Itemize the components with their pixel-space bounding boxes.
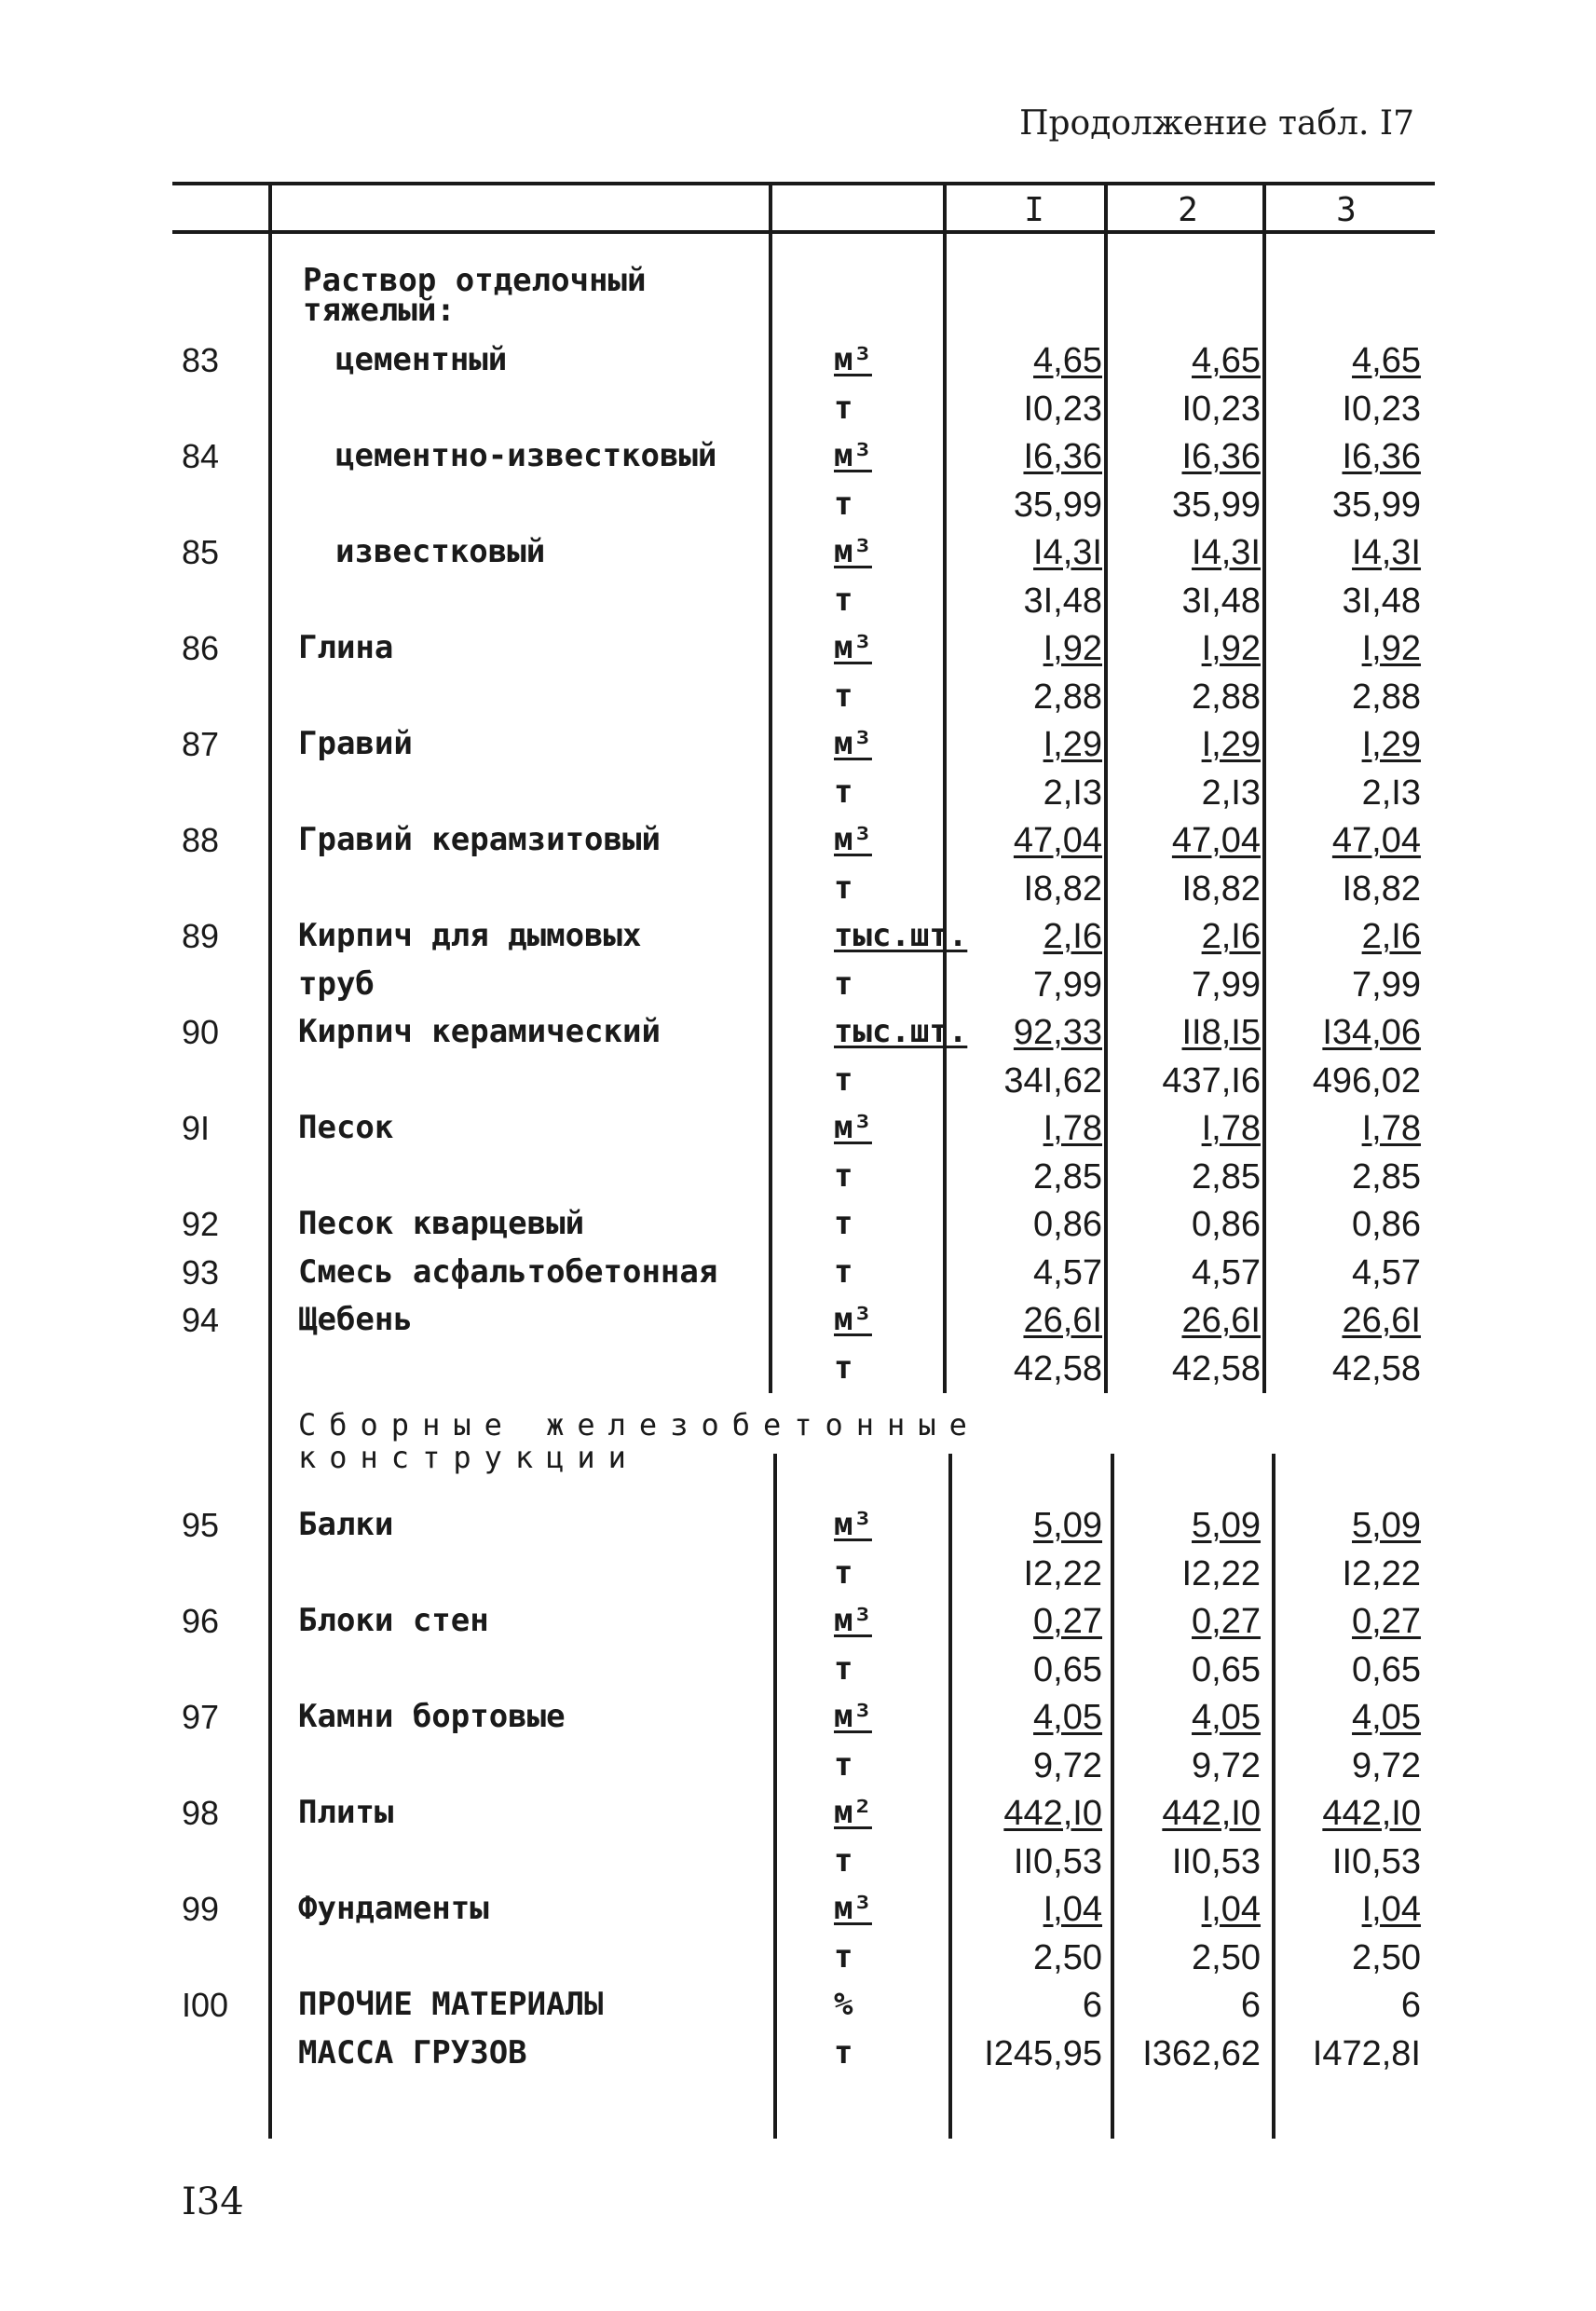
row-number: 88 <box>182 821 220 859</box>
table-row <box>0 576 1596 624</box>
table-row <box>0 1056 1596 1104</box>
row-number: 90 <box>182 1013 220 1051</box>
value-col-3: 442,I0 <box>1322 1794 1421 1833</box>
value-col-2: 35,99 <box>1171 485 1261 525</box>
value-col-2: I8,82 <box>1181 868 1261 909</box>
unit-cell: т <box>834 1937 853 1976</box>
unit-cell: т <box>834 485 853 523</box>
value-col-3: 2,85 <box>1352 1156 1421 1197</box>
unit-cell: тыс.шт. <box>834 917 968 954</box>
unit-cell: м³ <box>834 1506 872 1543</box>
value-col-1: II0,53 <box>1013 1841 1102 1881</box>
row-number: 85 <box>182 533 220 571</box>
material-name: Кирпич керамический <box>298 1013 661 1050</box>
value-col-3: 42,58 <box>1331 1348 1421 1388</box>
value-col-3: 5,09 <box>1352 1506 1421 1545</box>
row-number: 86 <box>182 629 220 667</box>
value-col-3: 496,02 <box>1312 1060 1421 1101</box>
material-name: известковый <box>335 533 546 570</box>
value-col-2: I362,62 <box>1142 2033 1261 2073</box>
value-col-2: I,04 <box>1201 1890 1261 1929</box>
value-col-3: 3I,48 <box>1342 581 1421 621</box>
value-col-2: 42,58 <box>1171 1348 1261 1388</box>
value-col-3: I4,3I <box>1352 533 1421 572</box>
value-col-3: 7,99 <box>1352 964 1421 1005</box>
unit-cell: м³ <box>834 1890 872 1927</box>
material-name: цементно-известковый <box>335 437 717 474</box>
value-col-2: I,78 <box>1201 1109 1261 1148</box>
material-name: Смесь асфальтобетонная <box>298 1252 718 1291</box>
value-col-3: I2,22 <box>1342 1553 1421 1593</box>
row-number: 96 <box>182 1602 220 1640</box>
value-col-1: 2,50 <box>1033 1937 1102 1977</box>
unit-cell: т <box>834 581 853 619</box>
group-title: Раствор отделочный тяжелый: <box>303 262 647 329</box>
table-row <box>0 1103 1596 1152</box>
value-col-3: I6,36 <box>1342 437 1421 476</box>
unit-cell: м² <box>834 1794 872 1831</box>
material-name: Гравий <box>298 725 413 762</box>
table-row <box>0 1549 1596 1597</box>
row-number: 92 <box>182 1205 220 1243</box>
table-row <box>0 768 1596 816</box>
value-col-1: 0,27 <box>1033 1602 1102 1641</box>
value-col-1: 442,I0 <box>1003 1794 1102 1833</box>
value-col-1: 34I,62 <box>1003 1060 1102 1101</box>
value-col-2: 4,05 <box>1192 1698 1261 1737</box>
table-row <box>0 864 1596 912</box>
table-row <box>0 672 1596 720</box>
value-col-3: I34,06 <box>1322 1013 1421 1052</box>
value-col-3: II0,53 <box>1331 1841 1421 1881</box>
value-col-3: I,04 <box>1361 1890 1421 1929</box>
material-name: ПРОЧИЕ МАТЕРИАЛЫ <box>298 1986 604 2023</box>
unit-cell: т <box>834 1745 853 1784</box>
unit-cell: т <box>834 1156 853 1195</box>
value-col-1: 35,99 <box>1013 485 1102 525</box>
value-col-2: 0,65 <box>1192 1649 1261 1689</box>
value-col-3: 35,99 <box>1331 485 1421 525</box>
unit-cell: т <box>834 1060 853 1099</box>
value-col-2: 0,27 <box>1192 1602 1261 1641</box>
table-row <box>0 1344 1596 1392</box>
table-row <box>0 960 1596 1008</box>
value-col-2: 442,I0 <box>1162 1794 1261 1833</box>
value-col-2: I6,36 <box>1181 437 1261 476</box>
row-number: 99 <box>182 1890 220 1928</box>
value-col-1: I,29 <box>1043 725 1102 764</box>
value-col-3: 2,88 <box>1352 677 1421 717</box>
table-row <box>0 384 1596 432</box>
value-col-2: II0,53 <box>1171 1841 1261 1881</box>
value-col-2: I2,22 <box>1181 1553 1261 1593</box>
value-col-3: 26,6I <box>1342 1301 1421 1340</box>
material-name: Фундаменты <box>298 1890 489 1927</box>
value-col-1: I0,23 <box>1023 389 1102 429</box>
section-heading-line2: конструкции <box>298 1440 639 1475</box>
unit-cell: м³ <box>834 1109 872 1146</box>
row-number: 93 <box>182 1252 220 1292</box>
unit-cell: т <box>834 1252 853 1291</box>
value-col-3: 4,57 <box>1352 1252 1421 1292</box>
unit-cell: м³ <box>834 533 872 570</box>
value-col-3: I,29 <box>1361 725 1421 764</box>
table-row <box>0 1645 1596 1693</box>
value-col-1: 4,05 <box>1033 1698 1102 1737</box>
value-col-1: I2,22 <box>1023 1553 1102 1593</box>
unit-cell: м³ <box>834 437 872 474</box>
row-number: 9I <box>182 1109 211 1147</box>
value-col-3: 2,I3 <box>1361 773 1421 813</box>
unit-cell: м³ <box>834 725 872 762</box>
value-col-3: 47,04 <box>1331 821 1421 860</box>
page-number: I34 <box>182 2181 244 2223</box>
row-number: 94 <box>182 1301 220 1339</box>
header-bottom-rule <box>172 230 1435 234</box>
value-col-3: 4,05 <box>1352 1698 1421 1737</box>
table-row <box>0 335 1596 384</box>
unit-cell: т <box>834 677 853 715</box>
value-col-1: 4,57 <box>1033 1252 1102 1292</box>
value-col-1: I,04 <box>1043 1890 1102 1929</box>
value-col-2: 2,I3 <box>1201 773 1261 813</box>
table-row <box>0 1199 1596 1248</box>
value-col-1: I6,36 <box>1023 437 1102 476</box>
table-row <box>0 1933 1596 1981</box>
unit-cell: т <box>834 773 853 811</box>
unit-cell: % <box>834 1986 853 2023</box>
unit-cell: т <box>834 1841 853 1880</box>
unit-cell: м³ <box>834 821 872 858</box>
unit-cell: т <box>834 2033 853 2072</box>
material-name: Плиты <box>298 1794 394 1831</box>
row-number: 95 <box>182 1506 220 1544</box>
value-col-2: 7,99 <box>1192 964 1261 1005</box>
value-col-1: 9,72 <box>1033 1745 1102 1785</box>
material-name: Гравий керамзитовый <box>298 821 661 858</box>
value-col-1: 0,86 <box>1033 1205 1102 1244</box>
row-number: 98 <box>182 1794 220 1832</box>
table-row <box>0 1837 1596 1885</box>
material-name: Глина <box>298 629 394 666</box>
material-name: Песок кварцевый <box>298 1205 585 1242</box>
unit-cell: м³ <box>834 629 872 666</box>
value-col-1: I245,95 <box>984 2033 1102 2073</box>
material-name: труб <box>298 964 375 1003</box>
value-col-3: 0,86 <box>1352 1205 1421 1244</box>
table-row <box>0 431 1596 480</box>
row-number: 87 <box>182 725 220 763</box>
column-header-2: 2 <box>1178 191 1198 229</box>
table-row <box>0 623 1596 672</box>
value-col-3: 0,65 <box>1352 1649 1421 1689</box>
unit-cell: м³ <box>834 341 872 378</box>
value-col-2: II8,I5 <box>1181 1013 1261 1052</box>
value-col-1: 7,99 <box>1033 964 1102 1005</box>
value-col-2: I,29 <box>1201 725 1261 764</box>
unit-cell: м³ <box>834 1698 872 1735</box>
value-col-1: I4,3I <box>1033 533 1102 572</box>
value-col-1: I,92 <box>1043 629 1102 668</box>
material-name: Камни бортовые <box>298 1698 566 1735</box>
value-col-1: 26,6I <box>1023 1301 1102 1340</box>
value-col-2: 6 <box>1240 1986 1261 2025</box>
value-col-2: 3I,48 <box>1181 581 1261 621</box>
section-heading: Сборные железобетонные <box>298 1407 980 1443</box>
value-col-2: 4,65 <box>1192 341 1261 380</box>
value-col-2: 5,09 <box>1192 1506 1261 1545</box>
table-row <box>0 1980 1596 2029</box>
value-col-1: 4,65 <box>1033 341 1102 380</box>
value-col-1: 5,09 <box>1033 1506 1102 1545</box>
header-top-rule <box>172 182 1435 185</box>
value-col-2: 2,88 <box>1192 677 1261 717</box>
value-col-3: I,78 <box>1361 1109 1421 1148</box>
table-row <box>0 1884 1596 1933</box>
table-row <box>0 719 1596 768</box>
value-col-2: 47,04 <box>1171 821 1261 860</box>
value-col-2: 2,I6 <box>1201 917 1261 956</box>
value-col-2: 2,50 <box>1192 1937 1261 1977</box>
value-col-2: 4,57 <box>1192 1252 1261 1292</box>
value-col-3: 6 <box>1400 1986 1421 2025</box>
material-name: Блоки стен <box>298 1602 489 1639</box>
value-col-2: I4,3I <box>1192 533 1261 572</box>
value-col-1: 92,33 <box>1013 1013 1102 1052</box>
value-col-2: I0,23 <box>1181 389 1261 429</box>
unit-cell: т <box>834 1205 853 1242</box>
table-row <box>0 1295 1596 1344</box>
value-col-2: I,92 <box>1201 629 1261 668</box>
value-col-1: I8,82 <box>1023 868 1102 909</box>
value-col-3: I0,23 <box>1342 389 1421 429</box>
value-col-1: 0,65 <box>1033 1649 1102 1689</box>
value-col-2: 26,6I <box>1181 1301 1261 1340</box>
unit-cell: т <box>834 1348 853 1387</box>
value-col-1: 2,88 <box>1033 677 1102 717</box>
value-col-2: 437,I6 <box>1162 1060 1261 1101</box>
table-row <box>0 1007 1596 1056</box>
value-col-1: I,78 <box>1043 1109 1102 1148</box>
table-row <box>0 911 1596 960</box>
material-name: МАССА ГРУЗОВ <box>298 2033 527 2072</box>
table-row <box>0 1248 1596 1296</box>
value-col-1: 2,I3 <box>1043 773 1102 813</box>
material-name: Балки <box>298 1506 394 1543</box>
value-col-1: 47,04 <box>1013 821 1102 860</box>
material-name: цементный <box>335 341 508 378</box>
unit-cell: м³ <box>834 1602 872 1639</box>
value-col-1: 2,I6 <box>1043 917 1102 956</box>
unit-cell: тыс.шт. <box>834 1013 968 1050</box>
row-number: 89 <box>182 917 220 955</box>
table-caption: Продолжение табл. I7 <box>1019 104 1414 143</box>
table-row <box>0 1500 1596 1549</box>
material-name: Кирпич для дымовых <box>298 917 642 954</box>
row-number: I00 <box>182 1986 229 2024</box>
table-row <box>0 1152 1596 1200</box>
value-col-3: 9,72 <box>1352 1745 1421 1785</box>
value-col-1: 6 <box>1082 1986 1102 2025</box>
value-col-1: 2,85 <box>1033 1156 1102 1197</box>
value-col-2: 2,85 <box>1192 1156 1261 1197</box>
unit-cell: т <box>834 1553 853 1592</box>
unit-cell: т <box>834 389 853 427</box>
material-name: Песок <box>298 1109 394 1146</box>
value-col-3: I472,8I <box>1312 2033 1421 2073</box>
value-col-2: 0,86 <box>1192 1205 1261 1244</box>
unit-cell: т <box>834 964 853 1003</box>
table-row <box>0 1741 1596 1789</box>
column-header-1: I <box>1024 191 1044 229</box>
value-col-2: 9,72 <box>1192 1745 1261 1785</box>
column-header-3: 3 <box>1336 191 1357 229</box>
value-col-3: 2,I6 <box>1361 917 1421 956</box>
table-row <box>0 480 1596 528</box>
value-col-3: 4,65 <box>1352 341 1421 380</box>
table-row <box>0 1788 1596 1837</box>
value-col-3: I8,82 <box>1342 868 1421 909</box>
value-col-3: 0,27 <box>1352 1602 1421 1641</box>
row-number: 83 <box>182 341 220 379</box>
table-row <box>0 527 1596 576</box>
table-row <box>0 1692 1596 1741</box>
unit-cell: т <box>834 868 853 907</box>
unit-cell: м³ <box>834 1301 872 1338</box>
unit-cell: т <box>834 1649 853 1688</box>
table-row <box>0 2029 1596 2077</box>
value-col-1: 3I,48 <box>1023 581 1102 621</box>
material-name: Щебень <box>298 1301 413 1338</box>
row-number: 84 <box>182 437 220 475</box>
value-col-3: I,92 <box>1361 629 1421 668</box>
table-row <box>0 815 1596 864</box>
table-row <box>0 1596 1596 1645</box>
value-col-3: 2,50 <box>1352 1937 1421 1977</box>
row-number: 97 <box>182 1698 220 1736</box>
value-col-1: 42,58 <box>1013 1348 1102 1388</box>
